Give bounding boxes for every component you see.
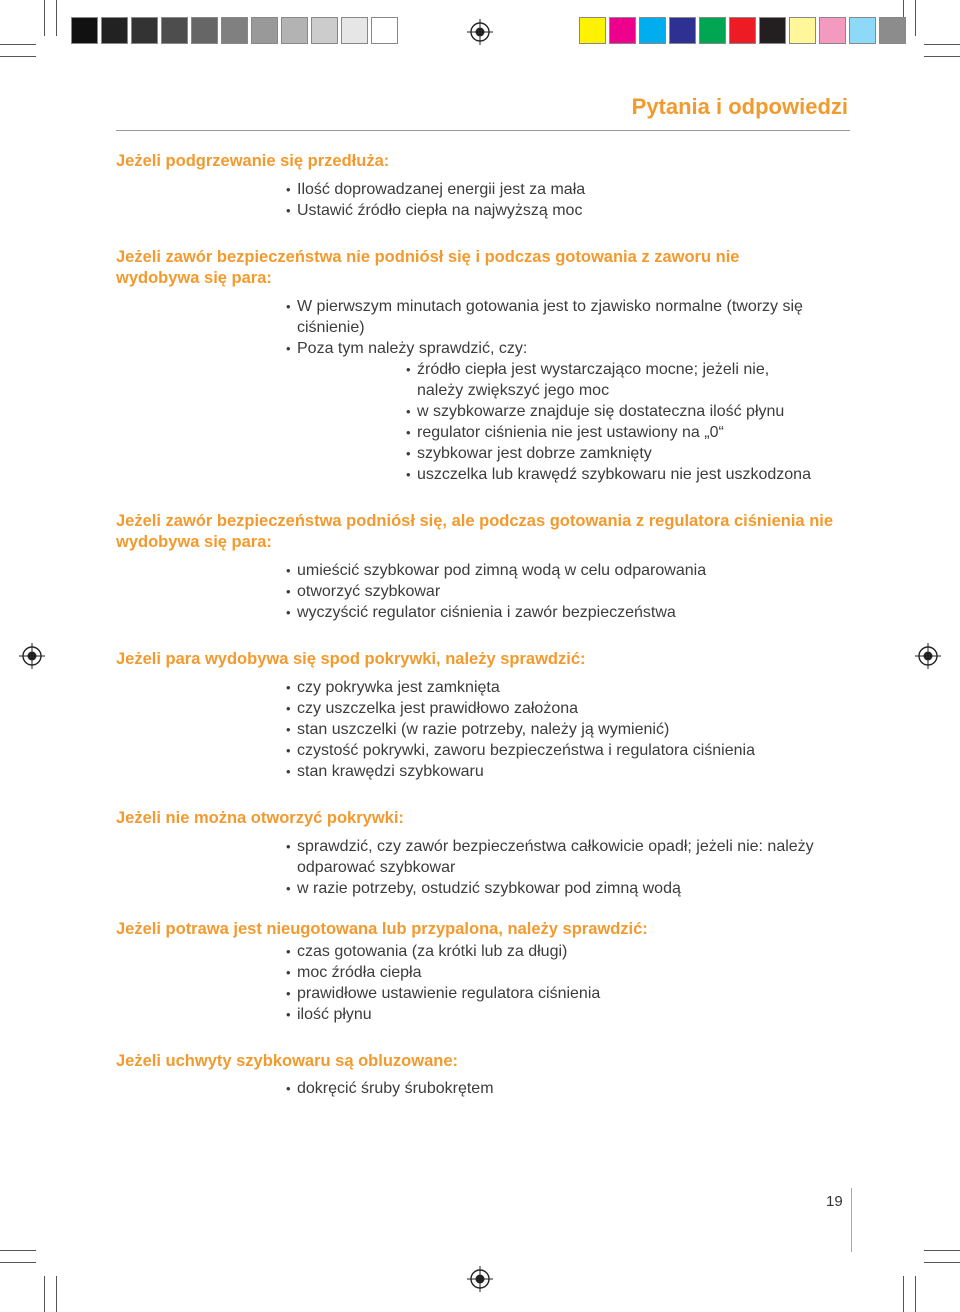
- faq-section: [116, 808, 856, 899]
- answer-item: • w razie potrzeby, ostudzić szybkowar pod zimną wodą: [286, 878, 826, 899]
- color-swatch: [819, 17, 846, 44]
- crop-mark: [0, 44, 36, 45]
- registration-mark-icon: [19, 643, 45, 669]
- color-swatch: [71, 17, 98, 44]
- color-swatch: [371, 17, 398, 44]
- faq-question: Jeżeli para wydobywa się spod pokrywki, należy sprawdzić:: [116, 650, 586, 668]
- crop-mark: [56, 1276, 57, 1312]
- faq-section: [116, 649, 856, 782]
- answer-list: [286, 1078, 856, 1099]
- registration-mark-icon: [467, 1266, 493, 1292]
- answer-item: • czystość pokrywki, zaworu bezpieczeństwa i regulatora ciśnienia: [286, 740, 856, 761]
- faq-question: Jeżeli uchwyty szybkowaru są obluzowane:: [116, 1052, 459, 1070]
- answer-item: • dokręcić śruby śrubokrętem: [286, 1078, 856, 1099]
- crop-mark: [924, 44, 960, 45]
- answer-item: • sprawdzić, czy zawór bezpieczeństwa całkowicie opadł; jeżeli nie: należy odparować szybkowar: [286, 836, 826, 878]
- color-swatch: [131, 17, 158, 44]
- faq-question: Jeżeli potrawa jest nieugotowana lub przypalona, należy sprawdzić:: [116, 920, 648, 938]
- answer-item: • czy pokrywka jest zamknięta: [286, 677, 856, 698]
- color-swatch: [879, 17, 906, 44]
- registration-mark-icon: [467, 19, 493, 45]
- color-swatch: [789, 17, 816, 44]
- color-swatch: [311, 17, 338, 44]
- color-swatch: [699, 17, 726, 44]
- answer-item: • W pierwszym minutach gotowania jest to zjawisko normalne (tworzy się ciśnienie): [286, 296, 826, 338]
- title-divider: [116, 130, 850, 131]
- page-number: 19: [826, 1193, 843, 1210]
- crop-mark: [924, 1250, 960, 1251]
- crop-mark: [0, 56, 36, 57]
- faq-question: Jeżeli zawór bezpieczeństwa nie podniósł się i podczas gotowania z zaworu nie wydobywa się para:: [116, 248, 740, 287]
- answer-list: [286, 677, 856, 782]
- color-swatch: [251, 17, 278, 44]
- answer-item: • Poza tym należy sprawdzić, czy:: [286, 338, 826, 359]
- answer-item: • stan krawędzi szybkowaru: [286, 761, 856, 782]
- color-swatch: [341, 17, 368, 44]
- answer-item: • otworzyć szybkowar: [286, 581, 856, 602]
- faq-section: [116, 1051, 856, 1099]
- faq-section: [116, 247, 856, 485]
- color-swatch: [579, 17, 606, 44]
- faq-question: Jeżeli zawór bezpieczeństwa podniósł się, ale podczas gotowania z regulatora ciśnienia nie wydobywa się para:: [116, 512, 834, 551]
- crop-mark: [44, 1276, 45, 1312]
- color-swatch: [639, 17, 666, 44]
- crop-mark: [56, 0, 57, 36]
- faq-question: Jeżeli podgrzewanie się przedłuża:: [116, 152, 390, 170]
- answer-item: • Ilość doprowadzanej energii jest za mała: [286, 179, 856, 200]
- answer-item: • prawidłowe ustawienie regulatora ciśnienia: [286, 983, 856, 1004]
- crop-mark: [924, 56, 960, 57]
- answer-list: [286, 560, 856, 623]
- answer-subitem: • szybkowar jest dobrze zamknięty: [406, 443, 856, 464]
- color-swatch: [849, 17, 876, 44]
- color-swatch: [221, 17, 248, 44]
- answer-item: • ilość płynu: [286, 1004, 856, 1025]
- color-swatch: [669, 17, 696, 44]
- answer-subitem: • w szybkowarze znajduje się dostateczna ilość płynu: [406, 401, 856, 422]
- crop-mark: [915, 0, 916, 36]
- faq-section: [116, 919, 856, 1025]
- color-swatch: [281, 17, 308, 44]
- answer-subitem: • źródło ciepła jest wystarczająco mocne; jeżeli nie, należy zwiększyć jego moc: [406, 359, 817, 401]
- page-title: Pytania i odpowiedzi: [631, 94, 848, 119]
- faq-question: Jeżeli nie można otworzyć pokrywki:: [116, 809, 404, 827]
- answer-list: [286, 941, 856, 1025]
- color-swatch: [609, 17, 636, 44]
- answer-list: [286, 296, 826, 359]
- answer-item: • umieścić szybkowar pod zimną wodą w celu odparowania: [286, 560, 856, 581]
- answer-item: • stan uszczelki (w razie potrzeby, należy ją wymienić): [286, 719, 856, 740]
- faq-section: [116, 511, 856, 623]
- answer-list: [286, 836, 826, 899]
- color-swatch: [161, 17, 188, 44]
- answer-list: [286, 179, 856, 221]
- page-number-divider: [851, 1188, 852, 1252]
- faq-section: [116, 151, 856, 221]
- grayscale-color-bar: [71, 17, 401, 44]
- answer-item: • moc źródła ciepła: [286, 962, 856, 983]
- color-swatch: [759, 17, 786, 44]
- process-color-bar: [579, 17, 909, 44]
- answer-subitem: • regulator ciśnienia nie jest ustawiony na „0“: [406, 422, 856, 443]
- crop-mark: [0, 1250, 36, 1251]
- color-swatch: [729, 17, 756, 44]
- color-swatch: [101, 17, 128, 44]
- answer-subitem: • uszczelka lub krawędź szybkowaru nie jest uszkodzona: [406, 464, 856, 485]
- crop-mark: [44, 0, 45, 36]
- crop-mark: [924, 1262, 960, 1263]
- color-swatch: [191, 17, 218, 44]
- answer-item: • Ustawić źródło ciepła na najwyższą moc: [286, 200, 856, 221]
- answer-item: • czy uszczelka jest prawidłowo założona: [286, 698, 856, 719]
- crop-mark: [0, 1262, 36, 1263]
- crop-mark: [915, 1276, 916, 1312]
- registration-mark-icon: [915, 643, 941, 669]
- answer-sublist: [406, 359, 856, 485]
- crop-mark: [903, 1276, 904, 1312]
- answer-item: • czas gotowania (za krótki lub za długi): [286, 941, 856, 962]
- answer-item: • wyczyścić regulator ciśnienia i zawór bezpieczeństwa: [286, 602, 856, 623]
